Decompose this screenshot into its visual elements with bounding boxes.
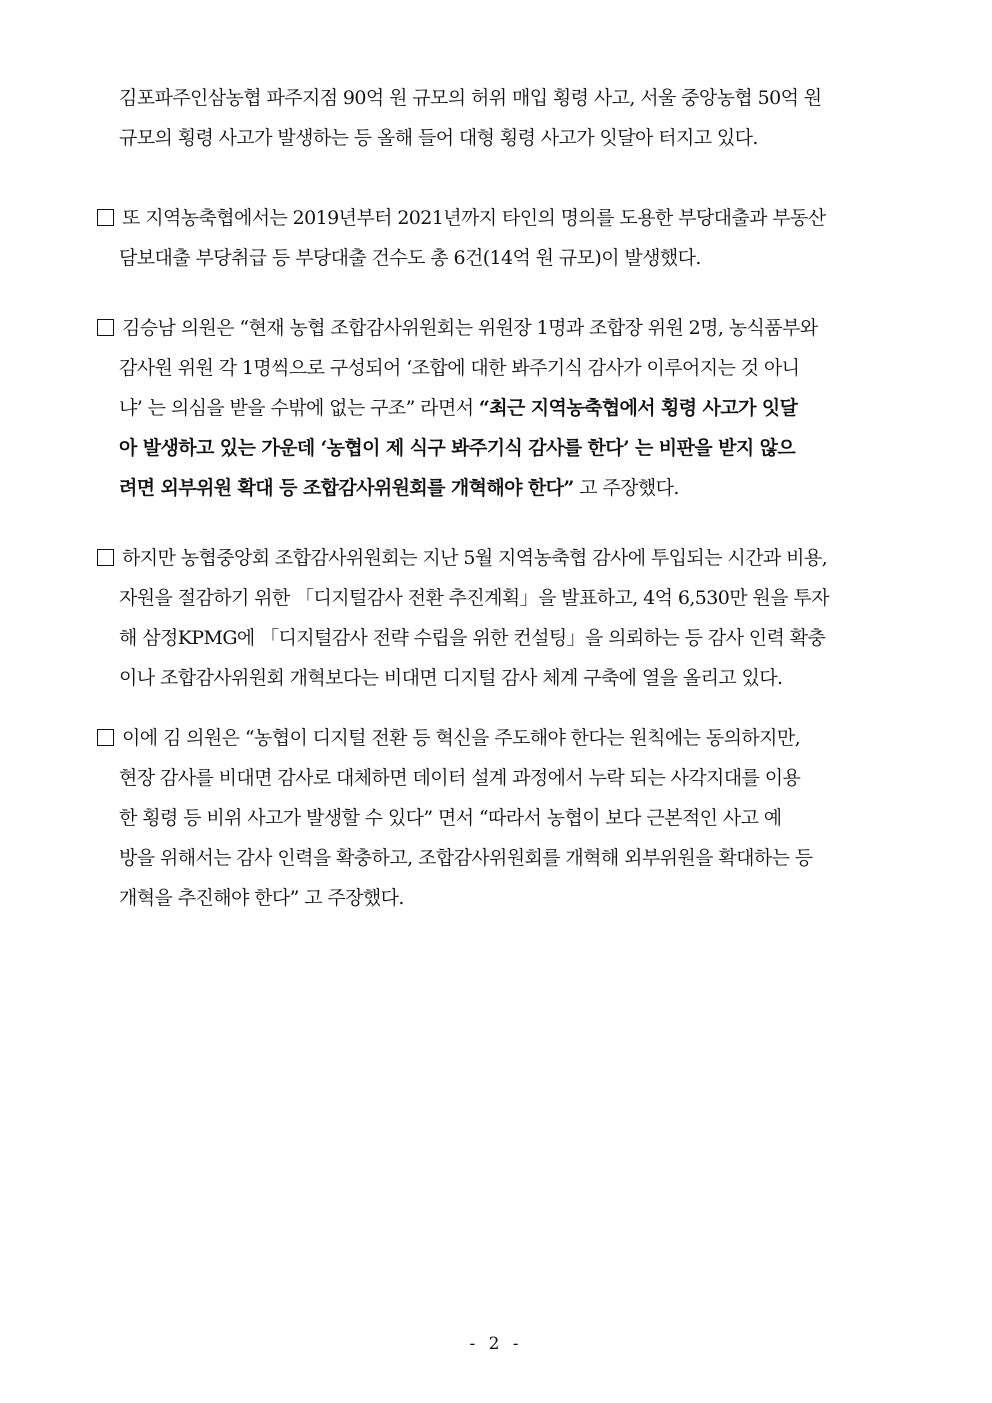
paragraph-line xyxy=(97,198,897,238)
paragraph xyxy=(97,78,897,158)
paragraph-line xyxy=(97,118,897,158)
paragraph-line xyxy=(97,838,897,878)
text-segment: 냐’ 는 의심을 받을 수밖에 없는 구조” 라면서 xyxy=(119,397,479,419)
text-segment: 이에 김 의원은 “농협이 디지털 전환 등 혁신을 주도해야 한다는 원칙에는 동의하지만, xyxy=(122,727,801,749)
paragraph-line xyxy=(97,468,897,508)
paragraph xyxy=(97,538,897,698)
paragraph-line xyxy=(97,348,897,388)
text-segment: 감사원 위원 각 1명씩으로 구성되어 ‘조합에 대한 봐주기식 감사가 이루어지는 것 아니 xyxy=(119,357,800,379)
text-segment: 또 지역농축협에서는 2019년부터 2021년까지 타인의 명의를 도용한 부당대출과 부동산 xyxy=(122,207,826,229)
paragraph-line xyxy=(97,388,897,428)
paragraph-line xyxy=(97,428,897,468)
text-segment: 김승남 의원은 “현재 농협 조합감사위원회는 위원장 1명과 조합장 위원 2명, 농식품부와 xyxy=(122,317,818,339)
bold-text: 아 발생하고 있는 가운데 ‘농협이 제 식구 봐주기식 감사를 한다’ 는 비판을 받지 않으 xyxy=(119,437,796,459)
paragraph-line xyxy=(97,758,897,798)
bold-text: “최근 지역농축협에서 횡령 사고가 잇달 xyxy=(478,397,798,419)
checkbox-bullet-icon xyxy=(97,209,114,226)
paragraph-line xyxy=(97,658,897,698)
text-segment: 담보대출 부당취급 등 부당대출 건수도 총 6건(14억 원 규모)이 발생했다. xyxy=(119,247,701,269)
checkbox-bullet-icon xyxy=(97,549,114,566)
text-segment: 자원을 절감하기 위한 「디지털감사 전환 추진계획」을 발표하고, 4억 6,530만 원을 투자 xyxy=(119,587,829,609)
paragraph-line xyxy=(97,878,897,918)
text-segment: 고 주장했다. xyxy=(573,477,679,499)
paragraph-line xyxy=(97,718,897,758)
text-segment: 김포파주인삼농협 파주지점 90억 원 규모의 허위 매입 횡령 사고, 서울 중앙농협 50억 원 xyxy=(119,87,822,109)
text-segment: 방을 위해서는 감사 인력을 확충하고, 조합감사위원회를 개혁해 외부위원을 확대하는 등 xyxy=(119,847,813,869)
text-segment: 이나 조합감사위원회 개혁보다는 비대면 디지털 감사 체계 구축에 열을 올리고 있다. xyxy=(119,667,783,689)
text-segment: 하지만 농협중앙회 조합감사위원회는 지난 5월 지역농축협 감사에 투입되는 시간과 비용, xyxy=(122,547,828,569)
paragraph xyxy=(97,308,897,508)
paragraph-line xyxy=(97,618,897,658)
paragraph-line xyxy=(97,578,897,618)
paragraph xyxy=(97,718,897,918)
paragraph-line xyxy=(97,238,897,278)
bold-text: 려면 외부위원 확대 등 조합감사위원회를 개혁해야 한다” xyxy=(119,477,574,499)
checkbox-bullet-icon xyxy=(97,729,114,746)
text-segment: 한 횡령 등 비위 사고가 발생할 수 있다” 면서 “따라서 농협이 보다 근본적인 사고 예 xyxy=(119,807,782,829)
paragraph-line xyxy=(97,538,897,578)
text-segment: 규모의 횡령 사고가 발생하는 등 올해 들어 대형 횡령 사고가 잇달아 터지고 있다. xyxy=(119,127,758,149)
paragraph-line xyxy=(97,308,897,348)
checkbox-bullet-icon xyxy=(97,319,114,336)
page-number: - 2 - xyxy=(469,1334,523,1354)
text-segment: 해 삼정KPMG에 「디지털감사 전략 수립을 위한 컨설팅」을 의뢰하는 등 감사 인력 확충 xyxy=(119,627,826,649)
text-segment: 현장 감사를 비대면 감사로 대체하면 데이터 설계 과정에서 누락 되는 사각지대를 이용 xyxy=(119,767,801,789)
text-segment: 개혁을 추진해야 한다” 고 주장했다. xyxy=(119,887,404,909)
paragraph-line xyxy=(97,798,897,838)
paragraph xyxy=(97,198,897,278)
paragraph-line xyxy=(97,78,897,118)
